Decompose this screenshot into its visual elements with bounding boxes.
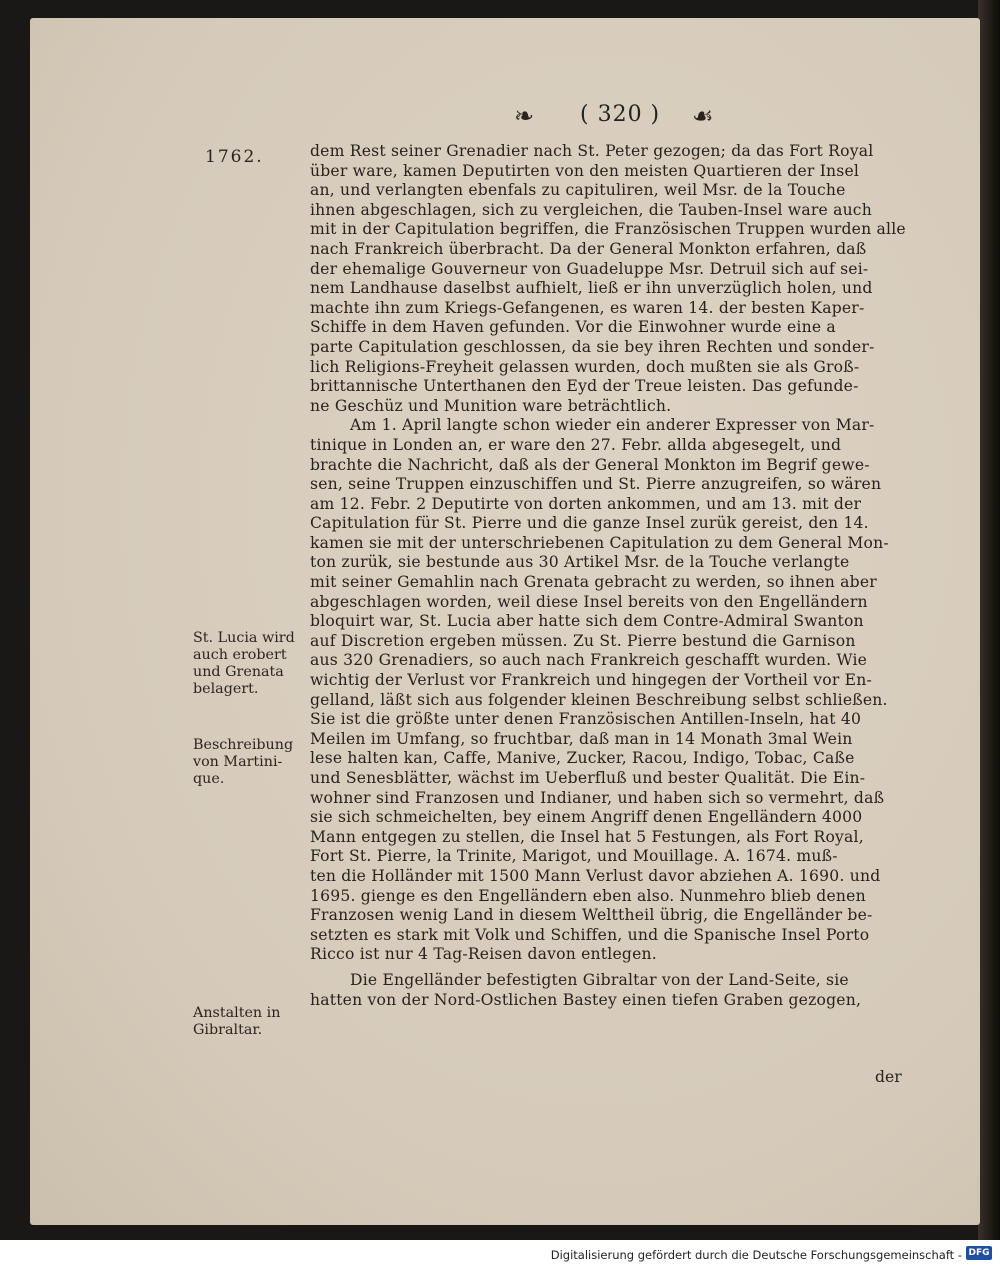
paragraph-2 xyxy=(310,416,938,965)
dfg-logo: DFG xyxy=(966,1246,992,1260)
fleuron-left-icon: ❧ xyxy=(514,102,535,130)
text-line: Franzosen wenig Land in diesem Welttheil übrig, die Engelländer be- xyxy=(310,906,873,925)
text-line: aus 320 Grenadiers, so auch nach Frankreich geschafft wurden. Wie xyxy=(310,651,868,670)
margin-note-line: Gibraltar. xyxy=(193,1022,263,1038)
paragraph-3 xyxy=(310,971,938,1010)
page-header xyxy=(470,100,770,140)
text-line: ihnen abgeschlagen, sich zu vergleichen, die Tauben-Insel ware auch xyxy=(310,200,872,219)
text-line: machte ihn zum Kriegs-Gefangenen, es waren 14. der besten Kaper- xyxy=(310,298,865,317)
margin-note-line: Anstalten in xyxy=(193,1005,281,1021)
text-line: Mann entgegen zu stellen, die Insel hat 5 Festungen, als Fort Royal, xyxy=(310,827,864,846)
book-spine xyxy=(978,0,1000,1240)
text-line: Schiffe in dem Haven gefunden. Vor die Einwohner wurde eine a xyxy=(310,318,836,337)
margin-note-line: und Grenata xyxy=(193,664,284,680)
text-line: lese halten kan, Caffe, Manive, Zucker, Racou, Indigo, Tobac, Caße xyxy=(310,749,855,768)
text-line: über ware, kamen Deputirten von den meisten Quartieren der Insel xyxy=(310,161,860,180)
margin-note-st-lucia xyxy=(193,630,313,698)
text-line: und Senesblätter, wächst im Ueberfluß und bester Qualität. Die Ein- xyxy=(310,769,866,787)
text-line: gelland, läßt sich aus folgender kleinen Beschreibung selbst schließen. xyxy=(310,690,888,709)
text-line: wohner sind Franzosen und Indianer, und haben sich so vermehrt, daß xyxy=(310,788,885,807)
text-line: bloquirt war, St. Lucia aber hatte sich dem Contre-Admiral Swanton xyxy=(310,612,864,631)
text-line: dem Rest seiner Grenadier nach St. Peter gezogen; da das Fort Royal xyxy=(310,142,874,160)
text-line: ton zurük, sie bestunde aus 30 Artikel Msr. de la Touche verlangte xyxy=(310,553,850,572)
text-line: mit in der Capitulation begriffen, die Französischen Truppen wurden alle xyxy=(310,220,906,239)
paragraph-1 xyxy=(310,142,938,416)
text-line: am 12. Febr. 2 Deputirte von dorten ankommen, und am 13. mit der xyxy=(310,494,862,513)
text-line: brittannische Unterthanen den Eyd der Treue leisten. Das gefunde- xyxy=(310,377,859,396)
margin-note-gibraltar xyxy=(193,1005,313,1039)
margin-note-line: Beschreibung xyxy=(193,737,294,753)
text-line: sie sich schmeichelten, bey einem Angriff denen Engelländern 4000 xyxy=(310,808,863,827)
text-line: ne Geschüz und Munition ware beträchtlich. xyxy=(310,396,672,415)
funding-notice: Digitalisierung gefördert durch die Deutsche Forschungsgemeinschaft - xyxy=(550,1248,962,1262)
text-line: Meilen im Umfang, so fruchtbar, daß man in 14 Monath 3mal Wein xyxy=(310,729,853,748)
text-line: lich Religions-Freyheit gelassen wurden, doch mußten sie als Groß- xyxy=(310,357,860,376)
page-number: ( 320 ) xyxy=(580,102,661,127)
text-line: ten die Holländer mit 1500 Mann Verlust davor abziehen A. 1690. und xyxy=(310,866,881,885)
fleuron-right-icon: ☙ xyxy=(692,102,714,130)
text-line: Die Engelländer befestigten Gibraltar von der Land-Seite, sie xyxy=(350,970,849,989)
text-line: nem Landhause daselbst aufhielt, ließ er ihn unverzüglich holen, und xyxy=(310,279,873,298)
margin-note-line: que. xyxy=(193,771,225,787)
text-line: tinique in Londen an, er ware den 27. Febr. allda abgesegelt, und xyxy=(310,435,842,454)
catchword: der xyxy=(875,1068,902,1086)
text-line: hatten von der Nord-Ostlichen Bastey einen tiefen Graben gezogen, xyxy=(310,990,862,1009)
text-line: wichtig der Verlust vor Frankreich und hingegen der Vortheil vor En- xyxy=(310,671,872,690)
body-text xyxy=(310,142,938,1010)
text-line: Capitulation für St. Pierre und die ganze Insel zurük gereist, den 14. xyxy=(310,514,869,533)
text-line: Ricco ist nur 4 Tag-Reisen davon entlegen. xyxy=(310,945,657,964)
text-line: nach Frankreich überbracht. Da der General Monkton erfahren, daß xyxy=(310,239,867,258)
margin-note-line: von Martini- xyxy=(193,754,283,770)
text-line: mit seiner Gemahlin nach Grenata gebracht zu werden, so ihnen aber xyxy=(310,573,877,592)
text-line: der ehemalige Gouverneur von Guadeluppe Msr. Detruil sich auf sei- xyxy=(310,259,869,278)
text-line: Sie ist die größte unter denen Französischen Antillen-Inseln, hat 40 xyxy=(310,710,862,729)
text-line: setzten es stark mit Volk und Schiffen, und die Spanische Insel Porto xyxy=(310,925,870,944)
margin-note-line: auch erobert xyxy=(193,647,287,663)
year-marker: 1762. xyxy=(205,147,264,167)
text-line: Fort St. Pierre, la Trinite, Marigot, und Mouillage. A. 1674. muß- xyxy=(310,847,838,866)
margin-note-martinique xyxy=(193,737,313,788)
text-line: brachte die Nachricht, daß als der General Monkton im Begrif gewe- xyxy=(310,455,870,474)
text-line: Am 1. April langte schon wieder ein anderer Expresser von Mar- xyxy=(350,416,875,435)
text-line: auf Discretion ergeben müssen. Zu St. Pierre bestund die Garnison xyxy=(310,631,856,650)
text-line: an, und verlangten ebenfals zu capituliren, weil Msr. de la Touche xyxy=(310,181,846,200)
footer-bar xyxy=(0,1240,1000,1267)
text-line: parte Capitulation geschlossen, da sie bey ihren Rechten und sonder- xyxy=(310,337,875,356)
text-line: abgeschlagen worden, weil diese Insel bereits von den Engelländern xyxy=(310,592,868,611)
margin-note-line: St. Lucia wird xyxy=(193,630,295,646)
text-line: sen, seine Truppen einzuschiffen und St. Pierre anzugreifen, so wären xyxy=(310,475,882,494)
margin-note-line: belagert. xyxy=(193,681,259,697)
text-line: kamen sie mit der unterschriebenen Capitulation zu dem General Mon- xyxy=(310,533,889,552)
text-line: 1695. gienge es den Engelländern eben also. Nunmehro blieb denen xyxy=(310,886,866,905)
